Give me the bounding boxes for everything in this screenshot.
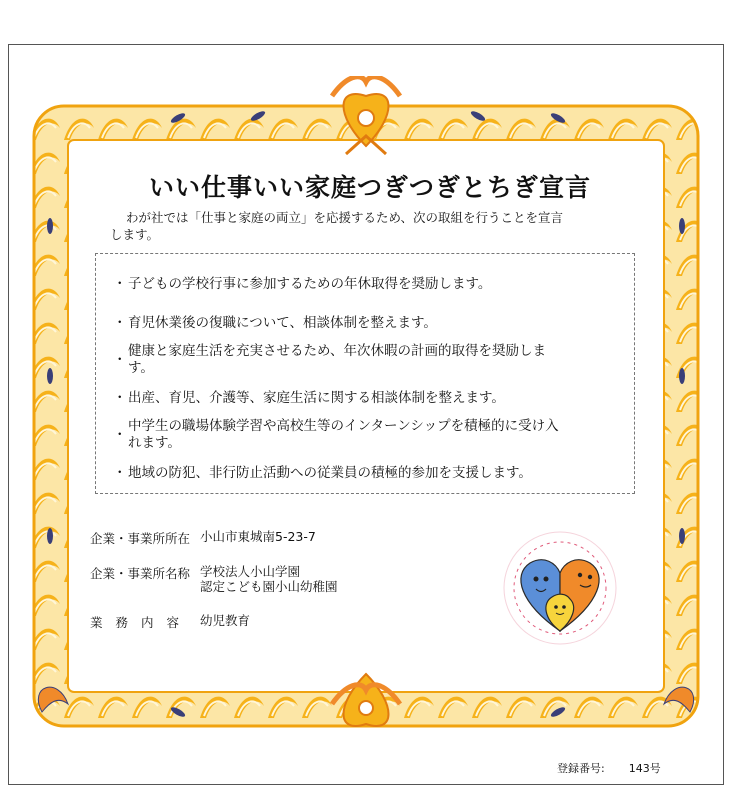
bullet: ・ — [113, 352, 127, 368]
heart-logo-icon — [500, 523, 620, 653]
intro-line-2: します。 — [110, 227, 160, 242]
list-item — [110, 465, 630, 482]
registration-number — [557, 760, 661, 776]
intro-paragraph — [110, 209, 590, 243]
name-line-1: 学校法人小山学園 — [200, 564, 301, 579]
list-item — [110, 276, 630, 293]
registration-value: 143号 — [628, 762, 661, 775]
company-name-row — [90, 564, 338, 594]
item-text-line-1: 健康と家庭生活を充実させるため、年次休暇の計画的取得を奨励しま — [128, 343, 546, 359]
business-value: 幼児教育 — [200, 613, 251, 628]
name-line-2: 認定こども園小山幼稚園 — [200, 579, 338, 594]
business-label: 業務内容 — [90, 615, 193, 630]
name-value — [200, 564, 338, 594]
bullet: ・ — [113, 390, 127, 406]
item-text-line-2: れます。 — [128, 435, 181, 451]
registration-label: 登録番号: — [557, 762, 605, 775]
address-label: 企業・事業所所在 — [90, 531, 191, 546]
item-text-line-2: す。 — [128, 360, 154, 376]
list-item — [110, 418, 630, 452]
name-label: 企業・事業所名称 — [90, 566, 191, 581]
item-text-line-1: 中学生の職場体験学習や高校生等のインターンシップを積極的に受け入 — [128, 418, 559, 434]
declaration-logo — [500, 523, 620, 653]
bullet: ・ — [113, 315, 127, 331]
item-text: 地域の防犯、非行防止活動への従業員の積極的参加を支援します。 — [128, 465, 532, 481]
list-item — [110, 390, 630, 407]
page-title: いい仕事いい家庭つぎつぎとちぎ宣言 — [148, 173, 591, 202]
bullet: ・ — [113, 276, 127, 292]
commitments-list — [110, 268, 630, 482]
business-row — [90, 613, 250, 631]
company-address-row — [90, 529, 316, 547]
bullet: ・ — [113, 427, 127, 443]
address-value: 小山市東城南5-23-7 — [200, 529, 316, 544]
item-text: 出産、育児、介護等、家庭生活に関する相談体制を整えます。 — [128, 390, 505, 406]
item-text: 子どもの学校行事に参加するための年休取得を奨励します。 — [128, 276, 492, 292]
list-item — [110, 315, 630, 332]
item-text: 育児休業後の復職について、相談体制を整えます。 — [128, 315, 437, 331]
bullet: ・ — [113, 465, 127, 481]
intro-line-1: わが社では「仕事と家庭の両立」を応援するため、次の取組を行うことを宣言 — [126, 210, 564, 225]
list-item — [110, 343, 630, 377]
